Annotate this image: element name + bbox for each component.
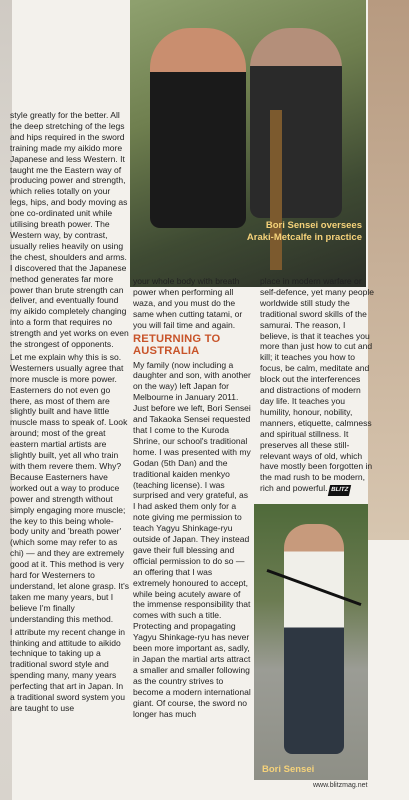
student-figure bbox=[150, 28, 246, 228]
col1-paragraph-2: Let me explain why this is so. Westerners usually agree that more muscle is more power. Easterners do not even go there, as most of them are slightly built and have little muscle mass to speak of. Look around; most of the great eastern martial artists are slightly built, yet all who train with them revere them. Why? Because Easterners have worked out a way to produce power and strength without simply engaging more muscle; the key to this being whole-body unity and 'breath power' (which some may refer to as chi) — and they are extremely good at it. This method is very hard for Westerners to understand, let alone grasp. It's taken me many years, but I believe I'm finally understanding this method. bbox=[10, 351, 129, 624]
top-photo-caption: Bori Sensei oversees Araki-Metcalfe in practice bbox=[246, 220, 362, 243]
bottom-photo-caption: Bori Sensei bbox=[262, 764, 315, 775]
column-3 bbox=[260, 276, 376, 498]
col3-text: place in modern warfare or self-defence, yet many people worldwide still study the traditional sword skills of the samurai. The reason, I believe, is that it teaches you more than just how to cut and kill; it teaches you how to focus, be calm, meditate and block out the interferences and distractions of modern day life. It teaches you humility, honour, nobility, manners, etiquette, calmness and spiritual stillness. It preserves all these still-relevant ways of old, which have mostly been forgotten in the mad rush to be modern, rich and powerful. bbox=[260, 276, 375, 494]
col3-paragraph-1 bbox=[260, 276, 376, 496]
bottom-photo bbox=[254, 504, 368, 780]
sensei-standing-figure bbox=[284, 524, 344, 754]
section-heading: RETURNING TO AUSTRALIA bbox=[133, 332, 221, 358]
col1-paragraph-3: I attribute my recent change in thinking and attitude to aikido technique to taking up a traditional sword style and spending many, many years perfecting that art in Japan. In a traditional sword system you are taught to use bbox=[10, 626, 125, 713]
tatami-post bbox=[270, 110, 282, 270]
sensei-figure bbox=[250, 28, 342, 218]
column-1 bbox=[10, 110, 130, 716]
column-2 bbox=[133, 276, 251, 721]
footer-url: www.blitzmag.net bbox=[313, 782, 368, 789]
col2-paragraph-2: My family (now including a daughter and son, with another on the way) left Japan for Melbourne in January 2011. Just before we left, Bori Sensei and Takaoka Sensei requested that I come to the Kuroda Shrine, our school's traditional home. I was presented with my Godan (5th Dan) and the traditional kaiden menkyo (teaching license). I was surprised and very grateful, as I had asked them only for a note giving me permission to teach Yagyu Shinkage-ryu outside of Japan. They instead gave their full blessing and official permission to do so — an offering that I was extremely honoured to accept, while being acutely aware of the immense responsibility that comes with such a title. Protecting and propagating Yagyu Shinkage-ryu has never been more important as, sadly, in Japan the martial arts attract a smaller and smaller following as the country strives to become a modern international giant. Of course, the sword no longer has much bbox=[133, 359, 251, 719]
col1-paragraph-1: style greatly for the better. All the deep stretching of the legs and hips required in the sword training made my aikido more Japanese and less Western. It taught me the Eastern way of producing power and strength, which relies totally on your legs, hips, and body moving as one co-ordinated unit while utilising breath power. The Western way, by contrast, usually relies heavily on using the chest, shoulders and arms. I discovered that the Japanese method generates far more power than brute strength can deliver, and eventually found my aikido completely changing into a form that requires no strength and yet works on even the strongest of opponents. bbox=[10, 110, 129, 350]
end-mark: BLITZ bbox=[328, 485, 351, 496]
col2-paragraph-1: your whole body with breath power when performing all waza, and you must do the same when cutting tatami, or you will fail time and again. bbox=[133, 276, 243, 330]
